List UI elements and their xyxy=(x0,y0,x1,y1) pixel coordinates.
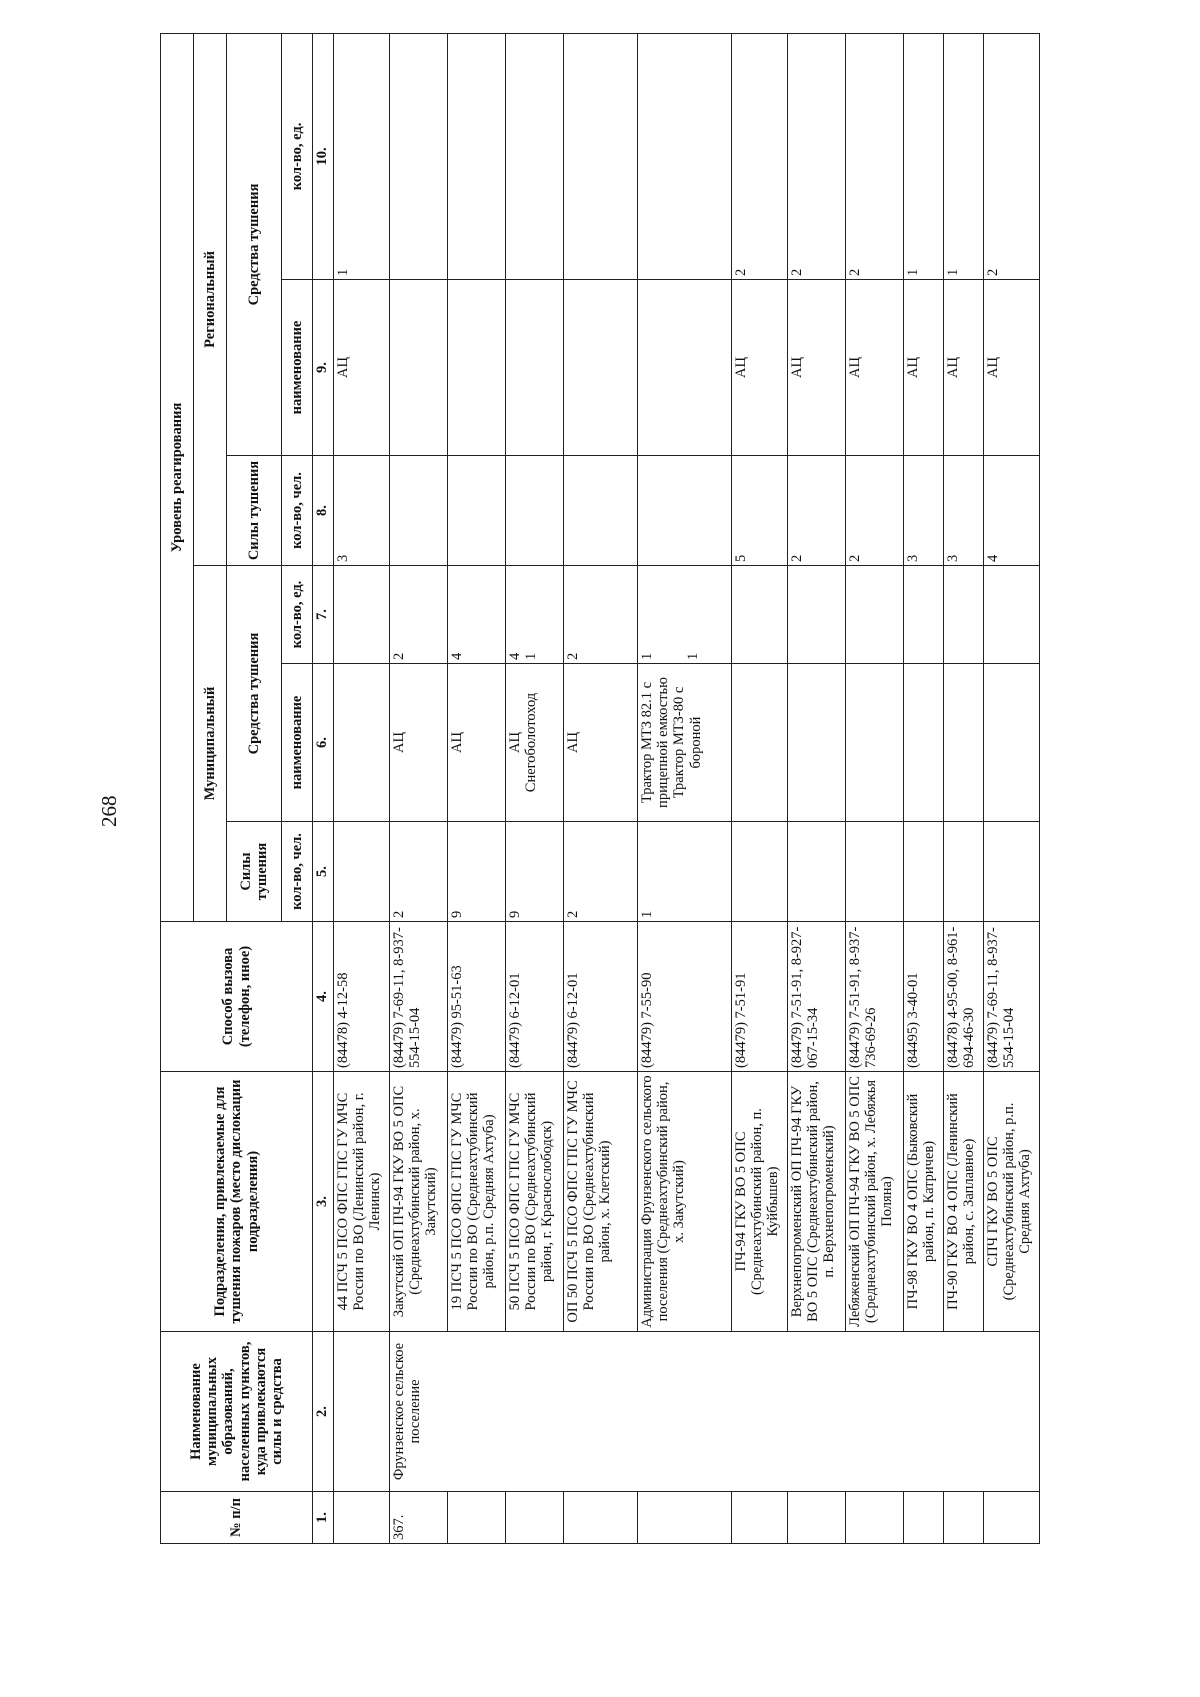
row-m-qty: 4 xyxy=(448,566,506,664)
column-number: 6. xyxy=(313,664,334,822)
row-r-people xyxy=(638,456,732,566)
table-row xyxy=(448,33,506,1543)
row-m-people: 9 xyxy=(448,822,506,922)
row-m-qty xyxy=(334,566,390,664)
row-num xyxy=(638,1492,732,1544)
table-row xyxy=(334,33,390,1543)
column-number: 8. xyxy=(313,456,334,566)
fire-response-table xyxy=(160,33,1040,1544)
row-num xyxy=(732,1492,788,1544)
column-number: 2. xyxy=(313,1332,334,1492)
row-num xyxy=(448,1492,506,1544)
row-phone: (84495) 3-40-01 xyxy=(904,922,944,1072)
row-r-name: АЦ xyxy=(732,280,788,456)
row-unit: ПЧ-94 ГКУ ВО 5 ОПС (Среднеахтубинский район, п. Куйбышев) xyxy=(732,1072,788,1332)
row-num xyxy=(944,1492,984,1544)
row-m-name xyxy=(984,664,1040,822)
row-phone: (84479) 7-51-91 xyxy=(732,922,788,1072)
row-r-name: АЦ xyxy=(984,280,1040,456)
row-m-people xyxy=(732,822,788,922)
row-r-people: 3 xyxy=(334,456,390,566)
row-m-qty xyxy=(732,566,788,664)
table-row xyxy=(390,33,448,1543)
row-phone: (84479) 7-69-11, 8-937-554-15-04 xyxy=(984,922,1040,1072)
header-num: № п/п xyxy=(161,1492,313,1544)
table-row xyxy=(984,33,1040,1543)
header-qty-people: кол-во, чел. xyxy=(282,456,313,566)
row-r-qty: 2 xyxy=(732,33,788,279)
row-r-qty: 2 xyxy=(984,33,1040,279)
row-unit: Лебяженский ОП ПЧ-94 ГКУ ВО 5 ОПС (Среднеахтубинский район, х. Лебяжья Поляна) xyxy=(846,1072,904,1332)
row-phone: (84478) 4-12-58 xyxy=(334,922,390,1072)
row-phone: (84479) 7-51-91, 8-937-736-69-26 xyxy=(846,922,904,1072)
row-unit: Закутский ОП ПЧ-94 ГКУ ВО 5 ОПС (Среднеахтубинский район, х. Закутский) xyxy=(390,1072,448,1332)
row-r-qty: 2 xyxy=(788,33,846,279)
row-num xyxy=(506,1492,564,1544)
row-unit: 19 ПСЧ 5 ПСО ФПС ГПС ГУ МЧС России по ВО (Среднеахтубинский район, р.п. Средняя Ахтуба) xyxy=(448,1072,506,1332)
row-num xyxy=(564,1492,638,1544)
row-m-name xyxy=(788,664,846,822)
row-m-qty: 2 xyxy=(564,566,638,664)
header-call: Способ вызова (телефон, иное) xyxy=(161,922,313,1072)
row-m-name xyxy=(846,664,904,822)
row-r-people xyxy=(448,456,506,566)
row-phone: (84479) 7-51-91, 8-927-067-15-34 xyxy=(788,922,846,1072)
row-m-name: АЦ xyxy=(390,664,448,822)
row-m-people: 1 xyxy=(638,822,732,922)
row-unit: 50 ПСЧ 5 ПСО ФПС ГПС ГУ МЧС России по ВО (Среднеахтубинский район, г. Краснослободск) xyxy=(506,1072,564,1332)
row-r-name: АЦ xyxy=(904,280,944,456)
row-r-qty xyxy=(390,33,448,279)
header-name: наименование xyxy=(282,280,313,456)
row-m-name xyxy=(506,664,564,822)
row-r-qty xyxy=(448,33,506,279)
row-r-qty: 1 xyxy=(904,33,944,279)
row-m-people xyxy=(334,822,390,922)
row-m-qty xyxy=(944,566,984,664)
column-number-row xyxy=(313,33,334,1543)
m-name-line: АЦ xyxy=(507,732,523,753)
header-qty-units: кол-во, ед. xyxy=(282,33,313,279)
header-forces-regional: Силы тушения xyxy=(227,456,282,566)
row-m-people xyxy=(788,822,846,922)
table-row xyxy=(506,33,564,1543)
row-phone: (84479) 7-55-90 xyxy=(638,922,732,1072)
row-m-people xyxy=(944,822,984,922)
header-means-municipal: Средства тушения xyxy=(227,566,282,822)
m-name-line: Трактор МТЗ 82.1 с прицепной емкостью xyxy=(639,677,672,808)
row-phone: (84479) 95-51-63 xyxy=(448,922,506,1072)
row-r-people xyxy=(390,456,448,566)
row-r-people: 3 xyxy=(944,456,984,566)
row-r-people: 3 xyxy=(904,456,944,566)
row-num xyxy=(984,1492,1040,1544)
row-phone: (84479) 6-12-01 xyxy=(506,922,564,1072)
row-unit: Администрация Фрунзенского сельского поселения (Среднеахтубинский район, х. Закутский) xyxy=(638,1072,732,1332)
row-m-people xyxy=(904,822,944,922)
row-r-name xyxy=(506,280,564,456)
row-phone: (84479) 6-12-01 xyxy=(564,922,638,1072)
row-r-people: 2 xyxy=(788,456,846,566)
header-regional: Региональный xyxy=(194,33,227,565)
row-phone: (84479) 7-69-11, 8-937-554-15-04 xyxy=(390,922,448,1072)
column-number: 1. xyxy=(313,1492,334,1544)
table-row xyxy=(564,33,638,1543)
row-m-people: 2 xyxy=(390,822,448,922)
row-num xyxy=(904,1492,944,1544)
row-r-people xyxy=(564,456,638,566)
row-r-qty xyxy=(638,33,732,279)
row-m-name xyxy=(732,664,788,822)
row-m-people: 9 xyxy=(506,822,564,922)
row-phone: (84478) 4-95-00, 8-961-694-46-30 xyxy=(944,922,984,1072)
row-r-people xyxy=(506,456,564,566)
row-r-people: 4 xyxy=(984,456,1040,566)
row-num xyxy=(846,1492,904,1544)
row-r-qty xyxy=(564,33,638,279)
row-r-name xyxy=(390,280,448,456)
m-name-line-2: Трактор МТЗ-80 с бороной xyxy=(671,686,704,799)
row-r-qty: 2 xyxy=(846,33,904,279)
row-num: 367. xyxy=(390,1492,448,1544)
row-m-people xyxy=(846,822,904,922)
m-qty-line: 4 xyxy=(507,652,523,660)
rotated-table-container xyxy=(160,34,1170,1544)
m-qty-line-2: 1 xyxy=(685,652,702,660)
row-m-qty xyxy=(984,566,1040,664)
table-row xyxy=(788,33,846,1543)
table-row xyxy=(638,33,732,1543)
row-m-people xyxy=(984,822,1040,922)
row-m-name xyxy=(944,664,984,822)
table-row xyxy=(846,33,904,1543)
column-number: 10. xyxy=(313,33,334,279)
row-m-name xyxy=(638,664,732,822)
table-row xyxy=(904,33,944,1543)
m-name-line-2: Снегоболотоход xyxy=(523,692,540,793)
header-municipality: Наименование муниципальных образований, населенных пунктов, куда привлекаются силы и средства xyxy=(161,1332,313,1492)
row-m-qty xyxy=(638,566,732,664)
header-qty-people: кол-во, чел. xyxy=(282,822,313,922)
m-qty-line-2: 1 xyxy=(523,652,540,660)
column-number: 7. xyxy=(313,566,334,664)
row-unit: ОП 50 ПСЧ 5 ПСО ФПС ГПС ГУ МЧС России по ВО (Среднеахтубинский район, х. Клетский) xyxy=(564,1072,638,1332)
row-r-name xyxy=(638,280,732,456)
header-name: наименование xyxy=(282,664,313,822)
header-qty-units: кол-во, ед. xyxy=(282,566,313,664)
row-r-qty xyxy=(506,33,564,279)
row-r-name: АЦ xyxy=(788,280,846,456)
column-number: 9. xyxy=(313,280,334,456)
row-unit: СПЧ ГКУ ВО 5 ОПС (Среднеахтубинский район, р.п. Средняя Ахтуба) xyxy=(984,1072,1040,1332)
row-r-qty: 1 xyxy=(334,33,390,279)
row-municipality xyxy=(334,1332,390,1492)
page-number: 268 xyxy=(97,795,121,827)
m-qty-line: 1 xyxy=(639,652,655,660)
column-number: 4. xyxy=(313,922,334,1072)
header-forces-municipal: Силы тушения xyxy=(227,822,282,922)
row-m-name xyxy=(334,664,390,822)
row-r-people: 2 xyxy=(846,456,904,566)
row-r-name xyxy=(564,280,638,456)
row-r-name: АЦ xyxy=(944,280,984,456)
row-municipality: Фрунзенское сельское поселение xyxy=(390,1332,1040,1492)
row-r-name: АЦ xyxy=(334,280,390,456)
header-municipal: Муниципальный xyxy=(194,566,227,922)
row-m-people: 2 xyxy=(564,822,638,922)
row-unit: ПЧ-98 ГКУ ВО 4 ОПС (Быковский район, п. Катричев) xyxy=(904,1072,944,1332)
column-number: 3. xyxy=(313,1072,334,1332)
row-m-name: АЦ xyxy=(564,664,638,822)
row-m-qty xyxy=(846,566,904,664)
row-unit: 44 ПСЧ 5 ПСО ФПС ГПС ГУ МЧС России по ВО (Ленинский район, г. Ленинск) xyxy=(334,1072,390,1332)
row-r-name: АЦ xyxy=(846,280,904,456)
row-m-qty: 2 xyxy=(390,566,448,664)
header-response-level: Уровень реагирования xyxy=(161,33,194,921)
row-m-qty xyxy=(788,566,846,664)
column-number: 5. xyxy=(313,822,334,922)
row-m-name: АЦ xyxy=(448,664,506,822)
row-r-people: 5 xyxy=(732,456,788,566)
row-unit: Верхнепогроменский ОП ПЧ-94 ГКУ ВО 5 ОПС (Среднеахтубинский район, п. Верхнепогроменский) xyxy=(788,1072,846,1332)
row-m-qty xyxy=(904,566,944,664)
header-means-regional: Средства тушения xyxy=(227,33,282,455)
row-num xyxy=(788,1492,846,1544)
row-r-name xyxy=(448,280,506,456)
row-num xyxy=(334,1492,390,1544)
table-row xyxy=(732,33,788,1543)
header-units: Подразделения, привлекаемые для тушения пожаров (место дислокации подразделения) xyxy=(161,1072,313,1332)
table-row xyxy=(944,33,984,1543)
row-r-qty: 1 xyxy=(944,33,984,279)
row-m-name xyxy=(904,664,944,822)
row-m-qty xyxy=(506,566,564,664)
row-unit: ПЧ-90 ГКУ ВО 4 ОПС (Ленинский район, с. Заплавное) xyxy=(944,1072,984,1332)
